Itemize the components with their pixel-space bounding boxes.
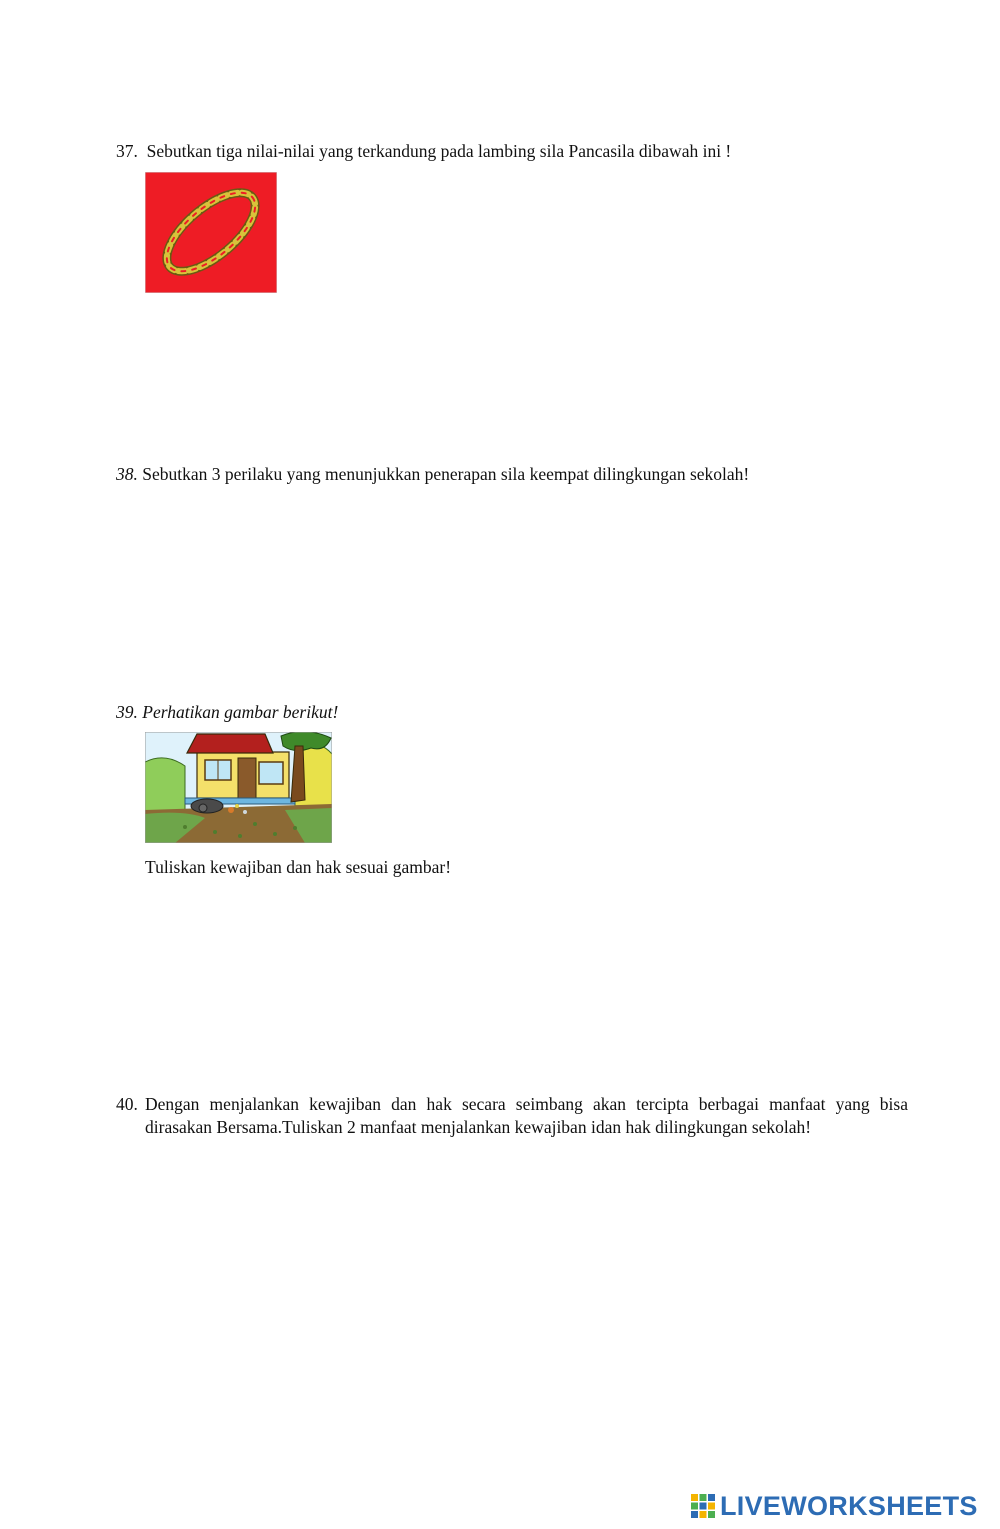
question-text: Sebutkan tiga nilai-nilai yang terkandung pada lambing sila Pancasila dibawah ini ! [146,141,732,161]
question-number: 40. [116,1094,138,1114]
question-38 [116,463,749,485]
liveworksheets-logo-icon [690,1493,716,1519]
question-number: 39. [116,702,138,722]
question-number: 38. [116,464,138,484]
instruction-text: Tuliskan kewajiban dan hak sesuai gambar! [145,857,452,877]
question-39 [116,701,338,723]
question-text: Sebutkan 3 perilaku yang menunjukkan penerapan sila keempat dilingkungan sekolah! [142,464,750,484]
question-40 [116,1093,908,1139]
question-39-instruction [145,856,451,878]
brand-name: LIVEWORKSHEETS [720,1490,978,1521]
question-text: Dengan menjalankan kewajiban dan hak secara seimbang akan tercipta berbagai manfaat yang bisa dirasakan Bersama.Tuliskan 2 manfaat menjalankan kewajiban idan hak dilingkungan sekolah! [145,1094,908,1137]
house-scene-illustration [145,732,332,843]
liveworksheets-logo[interactable] [690,1490,990,1522]
question-number: 37. [116,141,138,161]
chain-emblem-icon [145,172,277,293]
question-text: Perhatikan gambar berikut! [142,702,339,722]
question-37 [116,140,731,162]
